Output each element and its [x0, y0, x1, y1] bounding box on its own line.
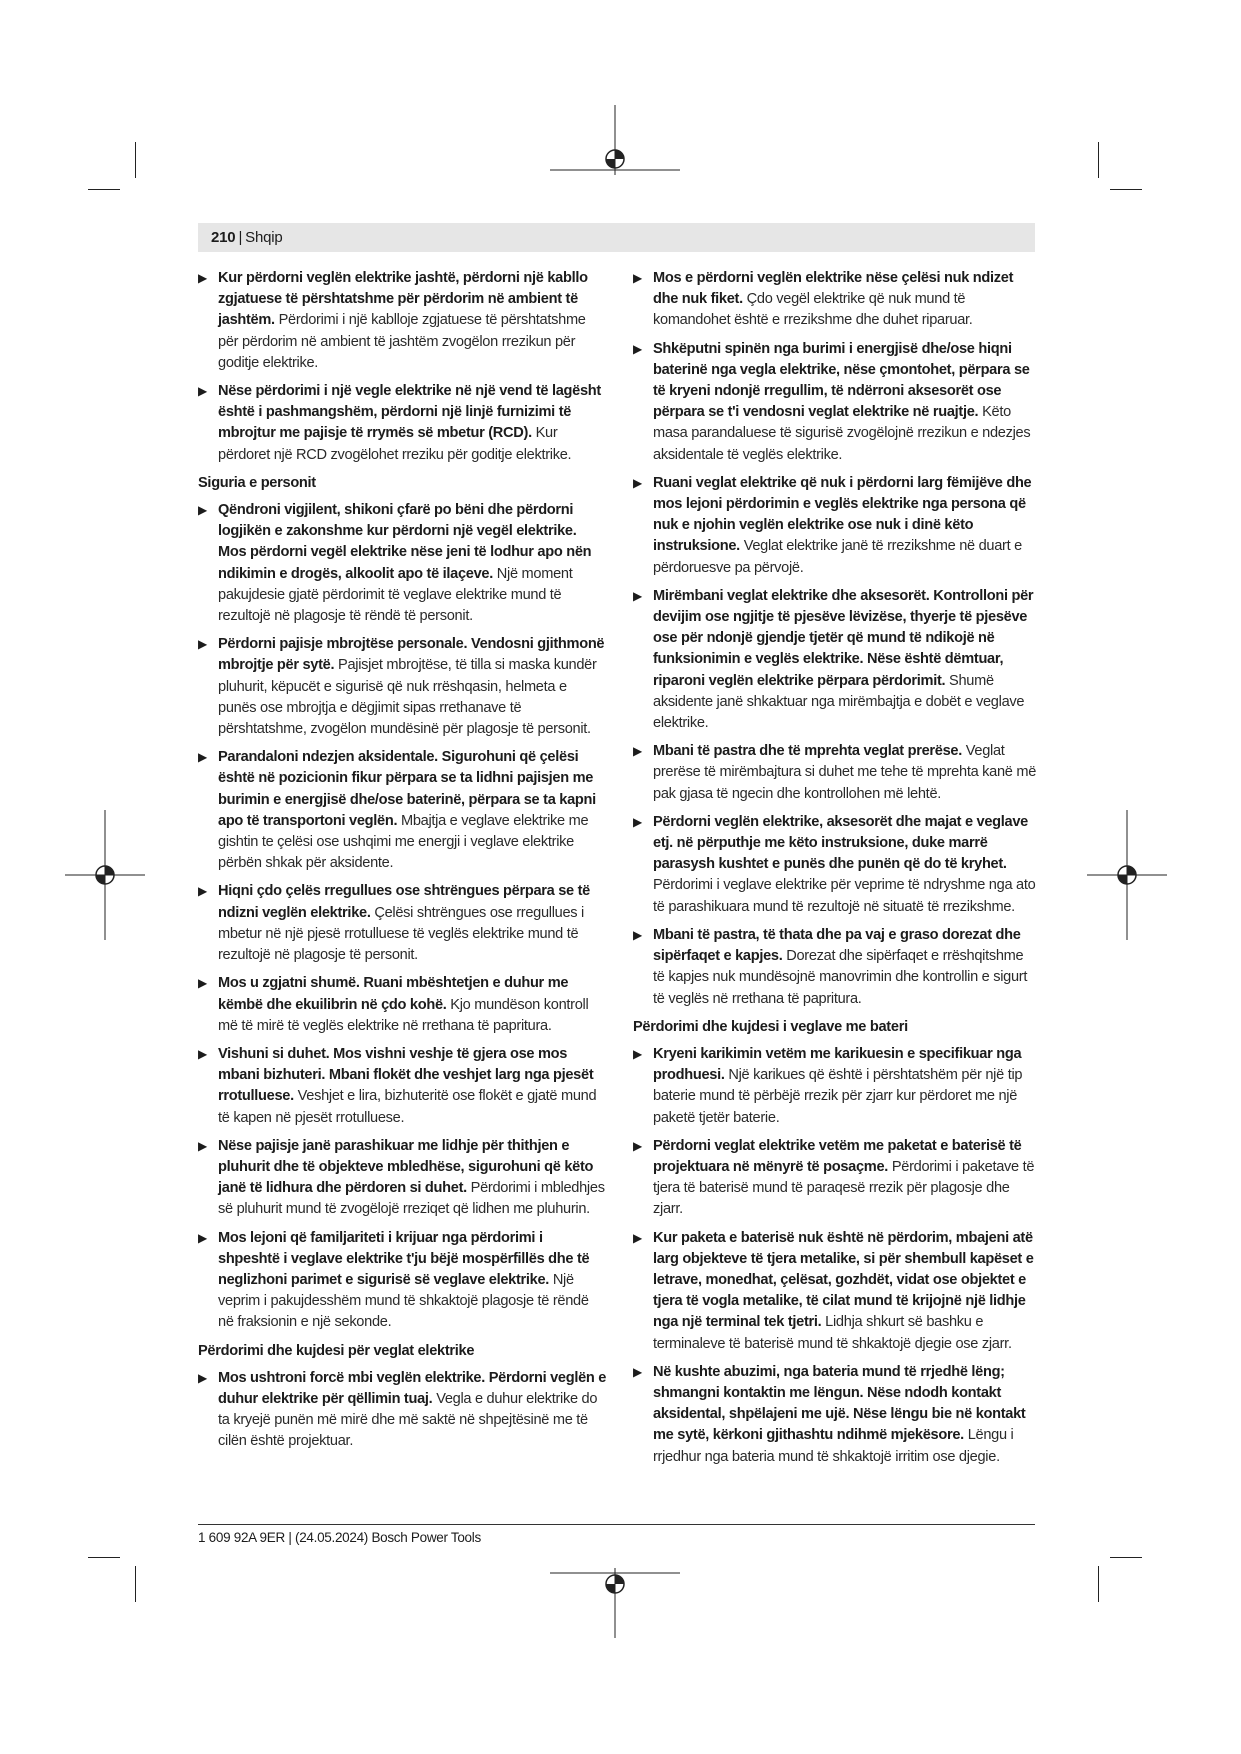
triangle-bullet-icon: ▶	[633, 744, 642, 759]
instruction-item	[633, 741, 1037, 805]
instruction-item	[633, 339, 1037, 466]
instruction-explanation-text: Përdorimi i paketave të tjera të baterisë mund të paraqesë rrezik për plagosje dhe zjarr.	[653, 1158, 1035, 1218]
instruction-bold-text: Kur përdorni veglën elektrike jashtë, përdorni një kabllo zgjatuese të përshtatshme për përdorim në ambient të jashtëm.	[218, 270, 588, 329]
crop-mark	[135, 142, 136, 178]
instruction-explanation-text: Kjo mundëson kontroll më të mirë të veglës elektrike në rrethana të papritura.	[218, 996, 589, 1034]
instruction-bold-text: Kryeni karikimin vetëm me karikuesin e specifikuar nga prodhuesi.	[653, 1045, 1022, 1084]
triangle-bullet-icon: ▶	[633, 1230, 642, 1245]
triangle-bullet-icon: ▶	[198, 384, 207, 399]
left-column	[198, 268, 608, 1460]
registration-mark-icon	[550, 105, 680, 175]
instruction-item	[198, 381, 608, 466]
instruction-explanation-text: Veglat elektrike janë të rrezikshme në duart e përdoruesve pa përvojë.	[653, 538, 1022, 576]
triangle-bullet-icon: ▶	[198, 503, 207, 518]
triangle-bullet-icon: ▶	[633, 927, 642, 942]
triangle-bullet-icon: ▶	[633, 1046, 642, 1061]
triangle-bullet-icon: ▶	[633, 1138, 642, 1153]
instruction-item	[198, 268, 608, 374]
instruction-bold-text: Përdorni pajisje mbrojtëse personale. Vendosni gjithmonë mbrojtje për sytë.	[218, 636, 605, 674]
instruction-bold-text: Përdorni veglën elektrike, aksesorët dhe majat e veglave etj. në përputhje me këto instruksione, duke marrë parasysh kushtet e punës dhe punën që do të kryhet.	[653, 813, 1028, 873]
section-heading: Përdorimi dhe kujdesi për veglat elektrike	[198, 1342, 475, 1359]
instruction-bold-text: Vishuni si duhet. Mos vishni veshje të gjera ose mos mbani bizhuteri. Mbani flokët dhe veshjet larg nga pjesët rrotulluese.	[218, 1045, 594, 1105]
instruction-bold-text: Mbani të pastra, të thata dhe pa vaj e graso dorezat dhe sipërfaqet e kapjes.	[653, 926, 1021, 965]
instruction-bold-text: Qëndroni vigjilent, shikoni çfarë po bëni dhe përdorni logjikën e zakonshme kur përdorni një vegël elektrike. Mos përdorni vegël elektrike nëse jeni të lodhur apo nën ndikimin e drogës, alkoolit apo të ilaçeve.	[218, 502, 592, 582]
instruction-explanation-text: Mbajtja e veglave elektrike me gishtin te çelësi ose ushqimi me energji i veglave elektrike përbën shkak për aksidente.	[218, 812, 589, 872]
instruction-item	[633, 1044, 1037, 1129]
section-heading: Siguria e personit	[198, 474, 316, 491]
header-band	[198, 223, 1035, 252]
page-number: 210	[211, 229, 236, 246]
triangle-bullet-icon: ▶	[198, 884, 207, 899]
instruction-item	[198, 1044, 608, 1129]
crop-mark	[135, 1566, 136, 1602]
triangle-bullet-icon: ▶	[198, 1138, 207, 1153]
footer-rule	[198, 1524, 1035, 1525]
instruction-item	[633, 473, 1037, 579]
instruction-item	[198, 881, 608, 966]
instruction-bold-text: Kur paketa e baterisë nuk është në përdorim, mbajeni atë larg objekteve të tjera metalike, si për shembull kapëset e letrave, monedhat, çelësat, gozhdët, vidat ose objektet e tjera të vogla metalike, të cilat mund të krijojnë një lidhje nga një terminal tek tjetri.	[653, 1229, 1034, 1331]
instruction-bold-text: Në kushte abuzimi, nga bateria mund të rrjedhë lëng; shmangni kontaktin me lëngun. Nëse ndodh kontakt aksidental, shpëlajeni me ujë. Nëse lëngu bie në kontakt me sytë, kërkoni gjithashtu ndihmë mjekësore.	[653, 1363, 1026, 1444]
registration-mark-icon	[550, 1568, 680, 1638]
triangle-bullet-icon: ▶	[198, 750, 207, 765]
triangle-bullet-icon: ▶	[633, 271, 642, 285]
triangle-bullet-icon: ▶	[633, 1364, 642, 1379]
instruction-bold-text: Mirëmbani veglat elektrike dhe aksesorët. Kontrolloni për devijim ose ngjitje të pjesëve lëvizëse, thyerje të pjesëve ose për ndonjë gjendje tjetër që mund të ndikojë në funksionimin e veglës elektrike. Nëse është dëmtuar, riparoni veglën elektrike përpara përdorimit.	[653, 587, 1034, 689]
instruction-bold-text: Hiqni çdo çelës rregullues ose shtrëngues përpara se të ndizni veglën elektrike.	[218, 883, 590, 921]
instruction-bold-text: Mos lejoni që familjariteti i krijuar nga përdorimi i shpeshtë i veglave elektrike t'ju bëjë mospërfillës dhe të neglizhoni parimet e sigurisë së veglave elektrike.	[218, 1229, 590, 1288]
instruction-item	[198, 500, 608, 627]
triangle-bullet-icon: ▶	[633, 814, 642, 829]
right-column	[633, 268, 1037, 1475]
instruction-explanation-text: Lidhja shkurt së bashku e terminaleve të baterisë mund të shkaktojë djegie ose zjarr.	[653, 1314, 1012, 1352]
instruction-item	[198, 634, 608, 740]
instruction-explanation-text: Kur përdoret një RCD zvogëlohet rreziku për goditje elektrike.	[218, 425, 572, 463]
instruction-item	[633, 268, 1037, 332]
instruction-bold-text: Mbani të pastra dhe të mprehta veglat prerëse.	[653, 743, 962, 760]
instruction-bold-text: Ruani veglat elektrike që nuk i përdorni larg fëmijëve dhe mos lejoni përdorimin e veglës elektrike nga persona që nuk e njohin veglën elektrike ose nuk i dinë këto instruksione.	[653, 474, 1032, 555]
instruction-bold-text: Mos ushtroni forcë mbi veglën elektrike. Përdorni veglën e duhur elektrike për qëllimin tuaj.	[218, 1369, 607, 1407]
instruction-item	[198, 973, 608, 1037]
instruction-explanation-text: Veglat prerëse të mirëmbajtura si duhet me tehe të mprehta kanë më pak gjasa të ngecin dhe kontrollohen më lehtë.	[653, 743, 1037, 802]
instruction-explanation-text: Përdorimi i një kablloje zgjatuese të përshtatshme për përdorim në ambient të jashtëm zvogëlon rrezikun për goditje elektrike.	[218, 312, 586, 371]
triangle-bullet-icon: ▶	[633, 341, 642, 356]
instruction-explanation-text: Këto masa parandaluese të sigurisë zvogëlojnë rrezikun e ndezjes aksidentale të veglës elektrike.	[653, 404, 1031, 463]
triangle-bullet-icon: ▶	[198, 637, 207, 652]
instruction-item	[633, 812, 1037, 918]
page-header	[211, 229, 283, 246]
instruction-explanation-text: Dorezat dhe sipërfaqet e rrëshqitshme të kapjes nuk mundësojnë manovrimin dhe kontrollin e sigurt të veglës në rrethana të papritura.	[653, 948, 1028, 1007]
instruction-explanation-text: Përdorimi i veglave elektrike për veprime të ndryshme nga ato të parashikuara mund të rezultojë në situatë të rrezikshme.	[653, 877, 1036, 915]
registration-mark-icon	[1087, 810, 1167, 940]
crop-mark	[1098, 1566, 1099, 1602]
instruction-item	[633, 925, 1037, 1010]
triangle-bullet-icon: ▶	[633, 475, 642, 490]
instruction-item	[633, 1362, 1037, 1468]
triangle-bullet-icon: ▶	[198, 976, 207, 991]
crop-mark	[88, 189, 120, 190]
instruction-item	[633, 1136, 1037, 1221]
instruction-bold-text: Përdorni veglat elektrike vetëm me paketat e baterisë të projektuara në mënyrë të posaçme.	[653, 1137, 1022, 1175]
instruction-item	[198, 1368, 608, 1453]
instruction-explanation-text: Përdorimi i mbledhjes së pluhurit mund të zvogëlojë rreziqet që lidhen me pluhurin.	[218, 1180, 605, 1218]
crop-mark	[1110, 189, 1142, 190]
instruction-explanation-text: Një veprim i pakujdesshëm mund të shkaktojë plagosje të rëndë në fraksionin e një sekonde.	[218, 1271, 589, 1331]
section-heading: Përdorimi dhe kujdesi i veglave me bateri	[633, 1018, 908, 1035]
instruction-explanation-text: Shumë aksidente janë shkaktuar nga mirëmbajtja e dobët e veglave elektrike.	[653, 672, 1025, 732]
instruction-explanation-text: Pajisjet mbrojtëse, të tilla si maska kundër pluhurit, këpucët e sigurisë që nuk rrëshqasin, helmeta e punës ose mbrojtja e dëgjimit sipas rrethanave të përshtatshme, zvogëlon mundësinë për plagosje të personit.	[218, 657, 597, 738]
instruction-bold-text: Nëse përdorimi i një vegle elektrike në një vend të lagësht është i pashmangshëm, përdorni një linjë furnizimi të mbrojtur me pajisje të rrymës së mbetur (RCD).	[218, 383, 601, 442]
instruction-item	[198, 1228, 608, 1334]
triangle-bullet-icon: ▶	[198, 1230, 207, 1245]
crop-mark	[1098, 142, 1099, 178]
triangle-bullet-icon: ▶	[633, 588, 642, 603]
instruction-bold-text: Mos e përdorni veglën elektrike nëse çelësi nuk ndizet dhe nuk fiket.	[653, 270, 1014, 308]
triangle-bullet-icon: ▶	[198, 1046, 207, 1061]
triangle-bullet-icon: ▶	[198, 271, 207, 285]
instruction-bold-text: Parandaloni ndezjen aksidentale. Sigurohuni që çelësi është në pozicionin fikur përpara se ta lidhni pajisjen me burimin e energjisë dhe/ose baterinë, përpara se ta kapni apo të transportoni veglën.	[218, 749, 596, 829]
header-separator: |	[238, 229, 243, 246]
instruction-explanation-text: Një moment pakujdesie gjatë përdorimit të veglave elektrike mund të rezultojë në plagosje të rëndë të personit.	[218, 565, 573, 625]
header-section: Shqip	[245, 229, 283, 246]
instruction-item	[633, 1228, 1037, 1355]
instruction-explanation-text: Lëngu i rrjedhur nga bateria mund të shkaktojë irritim ose djegie.	[653, 1427, 1014, 1465]
instruction-explanation-text: Vegla e duhur elektrike do ta kryejë punën më mirë dhe më saktë në shpejtësinë me të cilën është projektuar.	[218, 1390, 598, 1450]
instruction-explanation-text: Një karikues që është i përshtatshëm për një tip baterie mund të përbëjë rrezik për zjarr kur përdoret me një paketë tjetër baterie.	[653, 1067, 1023, 1126]
instruction-explanation-text: Çdo vegël elektrike që nuk mund të komandohet është e rrezikshme dhe duhet riparuar.	[653, 291, 973, 329]
crop-mark	[88, 1557, 120, 1558]
instruction-bold-text: Shkëputni spinën nga burimi i energjisë dhe/ose hiqni baterinë nga vegla elektrike, nëse çmontohet, përpara se të kryeni ndonjë rregullim, të ndërroni aksesorët ose përpara se t'i vendosni veglat elektrike në ruajtje.	[653, 340, 1030, 421]
instruction-explanation-text: Çelësi shtrëngues ose rregullues i mbetur në një pjesë rrotulluese të veglës elektrike mund të rezultojë në plagosje të personit.	[218, 904, 584, 964]
triangle-bullet-icon: ▶	[198, 1370, 207, 1385]
instruction-item	[198, 1136, 608, 1221]
instruction-item	[198, 747, 608, 874]
registration-mark-icon	[65, 810, 145, 940]
instruction-bold-text: Mos u zgjatni shumë. Ruani mbështetjen e duhur me këmbë dhe ekuilibrin në çdo kohë.	[218, 975, 569, 1013]
instruction-item	[633, 586, 1037, 734]
crop-mark	[1110, 1557, 1142, 1558]
instruction-explanation-text: Veshjet e lira, bizhuteritë ose flokët e gjatë mund të kapen në pjesët rrotulluese.	[218, 1088, 597, 1126]
footer-text: 1 609 92A 9ER | (24.05.2024) Bosch Power Tools	[198, 1530, 481, 1545]
instruction-bold-text: Nëse pajisje janë parashikuar me lidhje për thithjen e pluhurit dhe të objekteve mbledhëse, sigurohuni që këto janë të lidhura dhe përdoren si duhet.	[218, 1137, 594, 1197]
